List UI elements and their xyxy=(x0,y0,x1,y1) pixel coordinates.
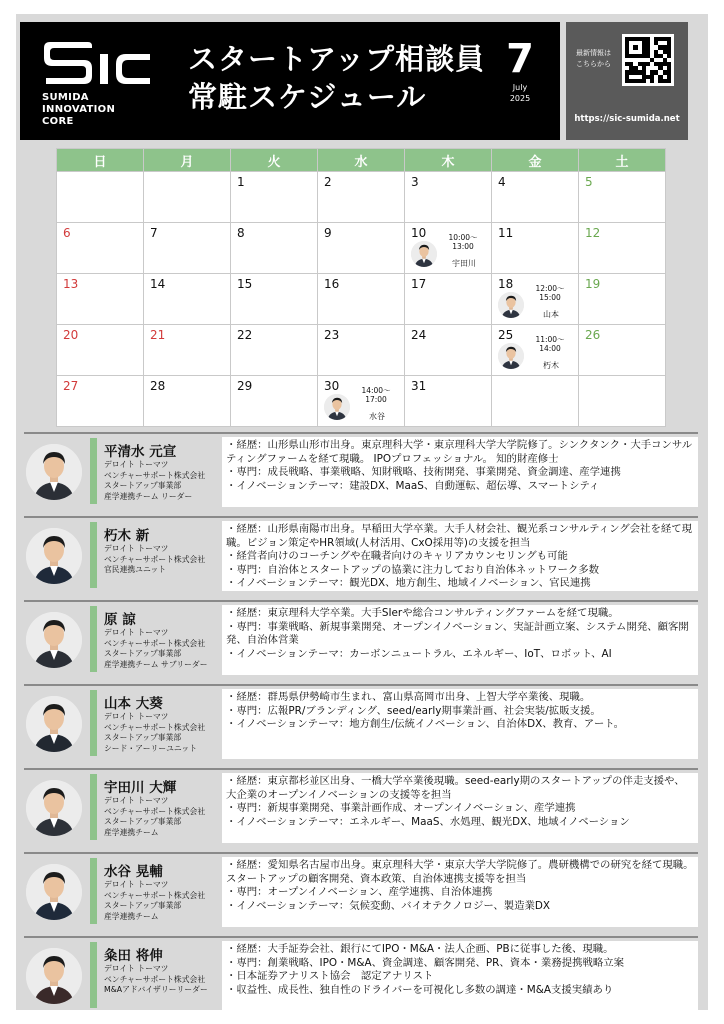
calendar-day-cell xyxy=(492,325,579,376)
weekday-mon: 月 xyxy=(144,149,231,172)
advisor-org-line: 官民連携ユニット xyxy=(104,565,167,574)
divider xyxy=(24,768,698,770)
advisor-org-line: 産学連携チーム xyxy=(104,827,159,837)
calendar-day-cell xyxy=(579,223,666,274)
weekday-thu: 木 xyxy=(405,149,492,172)
advisor-org-line: ベンチャーサポート株式会社 xyxy=(104,638,206,648)
month-name: July xyxy=(512,83,528,92)
calendar-day-cell xyxy=(231,325,318,376)
calendar-day-cell xyxy=(318,274,405,325)
day-number: 1 xyxy=(237,175,245,189)
slot-time: 12:00～ 15:00 xyxy=(535,284,565,302)
advisor-org xyxy=(104,544,205,576)
slot-advisor-name: 水谷 xyxy=(369,412,385,421)
advisor-org-line: スタートアップ事業部 xyxy=(104,901,182,910)
day-number: 5 xyxy=(585,175,593,189)
advisor-detail-line: ・専門：自治体とスタートアップの協業に注力しており自治体ネットワーク多数 xyxy=(226,563,600,576)
advisor-org-line: 産学連携チーム xyxy=(104,911,159,921)
advisor-photo xyxy=(498,292,524,318)
year: 2025 xyxy=(509,94,531,103)
divider xyxy=(24,936,698,938)
advisor-photo xyxy=(26,528,82,584)
advisor-profile xyxy=(24,684,698,762)
advisor-detail-line: ・日本証券アナリスト協会 認定アナリスト xyxy=(226,970,434,983)
advisor-detail-line: ・経歴：山形県南陽市出身。早稲田大学卒業。大手人材会社、観光系コンサルティング会社を経て現職。ビジョン策定やHR領域(人材活用、CxO採用等)の支援を担当 xyxy=(226,523,693,549)
advisor-detail-line: ・収益性、成長性、独自性のドライバーを可視化し多数の調達・M&A支援実績あり xyxy=(226,983,614,996)
advisor-photo xyxy=(411,241,437,267)
day-number: 26 xyxy=(585,328,601,342)
day-number: 17 xyxy=(411,277,427,291)
calendar-grid xyxy=(56,148,666,427)
advisor-photo xyxy=(26,612,82,668)
month-number: 7 xyxy=(506,36,534,82)
sic-logo xyxy=(42,36,154,90)
day-number: 29 xyxy=(237,379,253,393)
advisor-org xyxy=(104,880,205,922)
accent-bar xyxy=(90,522,97,588)
accent-bar xyxy=(90,606,97,672)
advisor-photo xyxy=(26,780,82,836)
advisor-org xyxy=(104,796,205,838)
calendar-day-cell xyxy=(579,172,666,223)
advisor-org-line: スタートアップ事業部 xyxy=(104,481,182,490)
calendar-day-cell xyxy=(318,223,405,274)
calendar-week-row xyxy=(57,223,666,274)
calendar-day-cell xyxy=(231,223,318,274)
calendar-day-cell xyxy=(144,172,231,223)
calendar-day-cell xyxy=(144,223,231,274)
advisor-org-line: 産学連携チーム リーダー xyxy=(104,491,193,501)
advisor-org xyxy=(104,460,205,502)
advisor-profile xyxy=(24,768,698,846)
advisor-detail-line: ・イノベーションテーマ：カーボンニュートラル、エネルギー、IoT、ロボット、AI xyxy=(226,647,612,660)
advisor-detail-line: ・イノベーションテーマ：地方創生/伝統イノベーション、自治体DX、教育、アート。 xyxy=(226,718,625,731)
advisor-org-line: デロイト トーマツ xyxy=(104,964,169,973)
qr-panel xyxy=(566,22,688,140)
day-number: 30 xyxy=(324,379,340,393)
advisor-detail-line: ・経歴：大手証券会社、銀行にてIPO・M&A・法人企画、PBに従事した後、現職。 xyxy=(226,943,614,955)
advisor-org-line: ベンチャーサポート株式会社 xyxy=(104,470,206,480)
page-title: スタートアップ相談員 常駐スケジュール xyxy=(188,42,486,114)
advisor-profile xyxy=(24,936,698,1014)
day-number: 31 xyxy=(411,379,427,393)
qr-code-icon[interactable] xyxy=(622,34,674,86)
advisor-detail-line: ・イノベーションテーマ：建設DX、MaaS、自動運転、超伝導、スマートシティ xyxy=(226,479,600,492)
advisor-profile xyxy=(24,852,698,930)
advisor-detail-line: ・経歴：愛知県名古屋市出身。東京理科大学・東京大学大学院修了。農研機構での研究を経て現職。スタートアップの顧客開発、資本政策、自治体連携支援等を担当 xyxy=(226,859,694,885)
advisor-name: 宇田川 大輝 xyxy=(104,780,177,796)
day-number: 20 xyxy=(63,328,79,342)
weekday-fri: 金 xyxy=(492,149,579,172)
advisor-org-line: デロイト トーマツ xyxy=(104,796,169,805)
calendar-day-cell xyxy=(318,325,405,376)
calendar-day-cell xyxy=(492,376,579,427)
advisor-detail-line: ・専門：広報PR/ブランディング、seed/early期事業計画、社会実装/拡販支援。 xyxy=(226,704,601,717)
advisor-profile xyxy=(24,600,698,678)
weekday-sun: 日 xyxy=(57,149,144,172)
advisor-name: 朽木 新 xyxy=(104,528,150,544)
advisor-detail-line: ・経歴：東京理科大学卒業。大手SIerや総合コンサルティングファームを経て現職。 xyxy=(226,607,619,619)
divider xyxy=(24,432,698,434)
advisor-name: 山本 大葵 xyxy=(104,696,163,712)
advisor-org-line: シード・アーリーユニット xyxy=(104,743,198,753)
advisor-detail-line: ・経歴：群馬県伊勢崎市生まれ、富山県高岡市出身、上智大学卒業後、現職。 xyxy=(226,691,591,703)
calendar-day-cell xyxy=(144,274,231,325)
day-number: 4 xyxy=(498,175,506,189)
advisor-details xyxy=(222,521,698,591)
advisor-org-line: デロイト トーマツ xyxy=(104,544,169,553)
day-number: 3 xyxy=(411,175,419,189)
advisor-detail-line: ・専門：創業戦略、IPO・M&A、資金調達、顧客開発、PR、資本・業務提携戦略立案 xyxy=(226,956,625,969)
day-number: 13 xyxy=(63,277,79,291)
site-url[interactable]: https://sic-sumida.net xyxy=(574,114,680,124)
divider xyxy=(24,600,698,602)
day-number: 24 xyxy=(411,328,427,342)
advisor-photo xyxy=(26,948,82,1004)
advisor-photo xyxy=(26,444,82,500)
divider xyxy=(24,516,698,518)
advisor-org xyxy=(104,712,205,754)
accent-bar xyxy=(90,690,97,756)
advisor-photo xyxy=(26,864,82,920)
calendar-day-cell xyxy=(579,376,666,427)
advisor-details xyxy=(222,941,698,1011)
advisor-name: 原 諒 xyxy=(104,612,136,628)
day-number: 7 xyxy=(150,226,158,240)
advisor-detail-line: ・経歴：東京都杉並区出身、一橋大学卒業後現職。seed-early期のスタートアップの伴走支援や、大企業のオープンイノベーションの支援等を担当 xyxy=(226,775,685,801)
logo-wordmark: SUMIDA INNOVATION CORE xyxy=(42,92,116,127)
calendar-week-row xyxy=(57,172,666,223)
calendar-day-cell xyxy=(579,274,666,325)
advisor-org-line: デロイト トーマツ xyxy=(104,628,169,637)
advisor-details xyxy=(222,437,698,507)
advisor-name: 粂田 将伸 xyxy=(104,948,163,964)
accent-bar xyxy=(90,858,97,924)
accent-bar xyxy=(90,438,97,504)
slot-advisor-name: 朽木 xyxy=(543,361,559,370)
advisor-org-line: M&Aアドバイザリーリーダー xyxy=(104,985,208,994)
advisor-details xyxy=(222,689,698,759)
advisor-name: 水谷 晃輔 xyxy=(104,864,163,880)
advisor-detail-line: ・経営者向けのコーチングや在職者向けのキャリアカウンセリングも可能 xyxy=(226,550,568,563)
advisor-detail-line: ・イノベーションテーマ：観光DX、地方創生、地域イノベーション、官民連携 xyxy=(226,577,591,590)
advisor-name: 平清水 元宣 xyxy=(104,444,177,460)
day-number: 15 xyxy=(237,277,253,291)
advisor-details xyxy=(222,605,698,675)
advisor-details xyxy=(222,773,698,843)
day-number: 2 xyxy=(324,175,332,189)
day-number: 18 xyxy=(498,277,514,291)
advisor-org-line: スタートアップ事業部 xyxy=(104,649,182,658)
calendar-day-cell xyxy=(57,172,144,223)
calendar-day-cell xyxy=(405,274,492,325)
advisor-org-line: デロイト トーマツ xyxy=(104,880,169,889)
calendar-day-cell xyxy=(144,376,231,427)
day-number: 10 xyxy=(411,226,427,240)
slot-time: 14:00～ 17:00 xyxy=(361,386,391,404)
month-label xyxy=(490,36,550,104)
calendar-day-cell xyxy=(231,274,318,325)
divider xyxy=(24,684,698,686)
calendar-day-cell xyxy=(318,172,405,223)
advisor-org-line: ベンチャーサポート株式会社 xyxy=(104,554,206,564)
weekday-wed: 水 xyxy=(318,149,405,172)
slot-time: 10:00～ 13:00 xyxy=(448,233,478,251)
advisor-photo xyxy=(498,343,524,369)
weekday-sat: 土 xyxy=(579,149,666,172)
advisor-org-line: ベンチャーサポート株式会社 xyxy=(104,974,206,984)
calendar-week-row xyxy=(57,325,666,376)
advisor-org-line: ベンチャーサポート株式会社 xyxy=(104,806,206,816)
advisor-detail-line: ・専門：新規事業開発、事業計画作成、オープンイノベーション、産学連携 xyxy=(226,802,576,815)
day-number: 14 xyxy=(150,277,166,291)
advisor-profile xyxy=(24,432,698,510)
calendar-day-cell xyxy=(405,325,492,376)
advisor-photo xyxy=(324,394,350,420)
consultation-slot xyxy=(411,233,491,273)
calendar-day-cell xyxy=(405,172,492,223)
calendar-day-cell xyxy=(492,274,579,325)
calendar-day-cell xyxy=(144,325,231,376)
advisor-org-line: スタートアップ事業部 xyxy=(104,817,182,826)
day-number: 27 xyxy=(63,379,79,393)
day-number: 6 xyxy=(63,226,71,240)
day-number: 16 xyxy=(324,277,340,291)
calendar-day-cell xyxy=(57,274,144,325)
advisor-org-line: 産学連携チーム サブリーダー xyxy=(104,659,208,669)
advisor-detail-line: ・イノベーションテーマ：気候変動、バイオテクノロジー、製造業DX xyxy=(226,899,551,912)
weekday-tue: 火 xyxy=(231,149,318,172)
advisor-detail-line: ・専門：成長戦略、事業戦略、知財戦略、技術開発、事業開発、資金調達、産学連携 xyxy=(226,466,621,479)
advisor-org xyxy=(104,964,208,996)
day-number: 9 xyxy=(324,226,332,240)
calendar-day-cell xyxy=(492,223,579,274)
day-number: 21 xyxy=(150,328,166,342)
day-number: 8 xyxy=(237,226,245,240)
calendar-week-row xyxy=(57,274,666,325)
calendar-day-cell xyxy=(231,172,318,223)
advisor-org-line: デロイト トーマツ xyxy=(104,712,169,721)
header-banner xyxy=(20,22,560,140)
calendar-day-cell xyxy=(579,325,666,376)
calendar-week-row xyxy=(57,376,666,427)
day-number: 22 xyxy=(237,328,253,342)
advisor-detail-line: ・経歴：山形県山形市出身。東京理科大学・東京理科大学大学院修了。シンクタンク・大手コンサルティングファームを経て現職。 IPOプロフェッショナル。 知的財産修士 xyxy=(226,439,693,465)
slot-advisor-name: 山本 xyxy=(543,310,559,319)
calendar-day-cell xyxy=(57,376,144,427)
advisor-detail-line: ・イノベーションテーマ：エネルギー、MaaS、水処理、観光DX、地域イノベーション xyxy=(226,815,630,828)
calendar-day-cell xyxy=(231,376,318,427)
advisor-org-line: デロイト トーマツ xyxy=(104,460,169,469)
advisor-detail-line: ・専門：オープンイノベーション、産学連携、自治体連携 xyxy=(226,886,493,899)
slot-time: 11:00～ 14:00 xyxy=(535,335,565,353)
qr-note: 最新情報は こちらから xyxy=(576,49,611,68)
advisor-org xyxy=(104,628,208,670)
calendar-day-cell xyxy=(57,223,144,274)
accent-bar xyxy=(90,942,97,1008)
calendar-day-cell xyxy=(57,325,144,376)
advisor-photo xyxy=(26,696,82,752)
slot-advisor-name: 宇田川 xyxy=(452,259,476,268)
calendar-day-cell xyxy=(318,376,405,427)
day-number: 28 xyxy=(150,379,166,393)
advisor-org-line: スタートアップ事業部 xyxy=(104,733,182,742)
advisor-org-line: ベンチャーサポート株式会社 xyxy=(104,722,206,732)
advisor-org-line: ベンチャーサポート株式会社 xyxy=(104,890,206,900)
divider xyxy=(24,852,698,854)
calendar-day-cell xyxy=(405,223,492,274)
calendar-day-cell xyxy=(405,376,492,427)
day-number: 19 xyxy=(585,277,601,291)
advisor-details xyxy=(222,857,698,927)
weekday-header-row xyxy=(57,149,666,172)
accent-bar xyxy=(90,774,97,840)
day-number: 12 xyxy=(585,226,601,240)
day-number: 25 xyxy=(498,328,514,342)
calendar-day-cell xyxy=(492,172,579,223)
day-number: 11 xyxy=(498,226,514,240)
day-number: 23 xyxy=(324,328,340,342)
advisor-profile xyxy=(24,516,698,594)
advisor-detail-line: ・専門：事業戦略、新規事業開発、オープンイノベーション、実証計画立案、システム開発、顧客開発、自治体営業 xyxy=(226,620,689,647)
